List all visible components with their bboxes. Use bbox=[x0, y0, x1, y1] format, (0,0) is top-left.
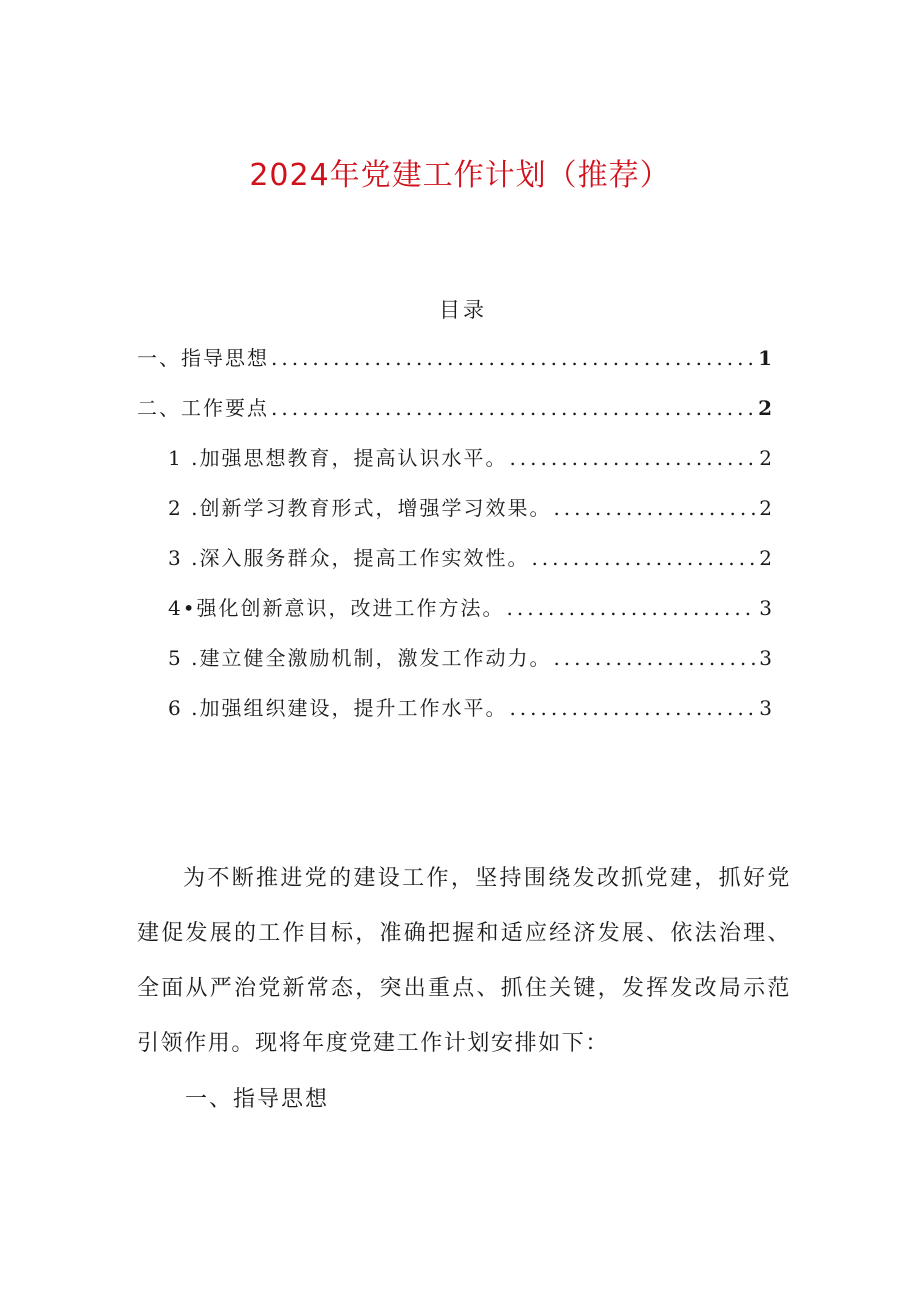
toc-subentry[interactable] bbox=[137, 642, 774, 692]
toc-dot-leader bbox=[271, 396, 755, 420]
toc-subentry[interactable] bbox=[137, 692, 774, 742]
toc-dot-leader bbox=[271, 346, 755, 370]
toc-dot-leader bbox=[509, 446, 756, 470]
toc-entry-label: 3 .深入服务群众，提高工作实效性。 bbox=[168, 546, 530, 570]
toc-dot-leader bbox=[553, 646, 756, 670]
toc-entry[interactable] bbox=[137, 342, 774, 392]
toc-entry-page: 1 bbox=[758, 346, 774, 370]
toc-subentry[interactable] bbox=[137, 592, 774, 642]
toc-entry-label: 1 .加强思想教育，提高认识水平。 bbox=[168, 446, 508, 470]
intro-paragraph: 为不断推进党的建设工作，坚持围绕发改抓党建，抓好党建促发展的工作目标，准确把握和适应经济发展、依法治理、全面从严治党新常态，突出重点、抓住关键，发挥发改局示范引领作用。现将年度党建工作计划安排如下： bbox=[137, 866, 791, 1056]
toc-entry-page: 2 bbox=[759, 496, 774, 520]
toc-entry-label: 4•强化创新意识，改进工作方法。 bbox=[168, 596, 505, 620]
toc-dot-leader bbox=[509, 696, 756, 720]
toc-entry-label: 6 .加强组织建设，提升工作水平。 bbox=[168, 696, 508, 720]
toc-entry-label: 2 .创新学习教育形式，增强学习效果。 bbox=[168, 496, 552, 520]
toc-dot-leader bbox=[507, 596, 757, 620]
toc-entry-label: 二、工作要点 bbox=[137, 396, 269, 420]
toc-dot-leader bbox=[531, 546, 756, 570]
section-heading: 一、指导思想 bbox=[185, 1087, 330, 1112]
toc-subentry[interactable] bbox=[137, 442, 774, 492]
toc-entry-label: 5 .建立健全激励机制，激发工作动力。 bbox=[168, 646, 552, 670]
toc-dot-leader bbox=[553, 496, 756, 520]
toc-entry-page: 2 bbox=[758, 396, 774, 420]
document-title: 2024年党建工作计划（推荐） bbox=[249, 158, 671, 193]
toc-subentry[interactable] bbox=[137, 492, 774, 542]
toc-entry-page: 3 bbox=[759, 696, 774, 720]
toc-entry-page: 2 bbox=[759, 446, 774, 470]
toc-heading: 目录 bbox=[439, 298, 487, 322]
toc-entry-page: 2 bbox=[759, 546, 774, 570]
toc-entry[interactable] bbox=[137, 392, 774, 442]
toc-entry-page: 3 bbox=[759, 596, 774, 620]
toc-entry-label: 一、指导思想 bbox=[137, 346, 269, 370]
toc-entry-page: 3 bbox=[759, 646, 774, 670]
toc-subentry[interactable] bbox=[137, 542, 774, 592]
table-of-contents bbox=[137, 342, 774, 742]
